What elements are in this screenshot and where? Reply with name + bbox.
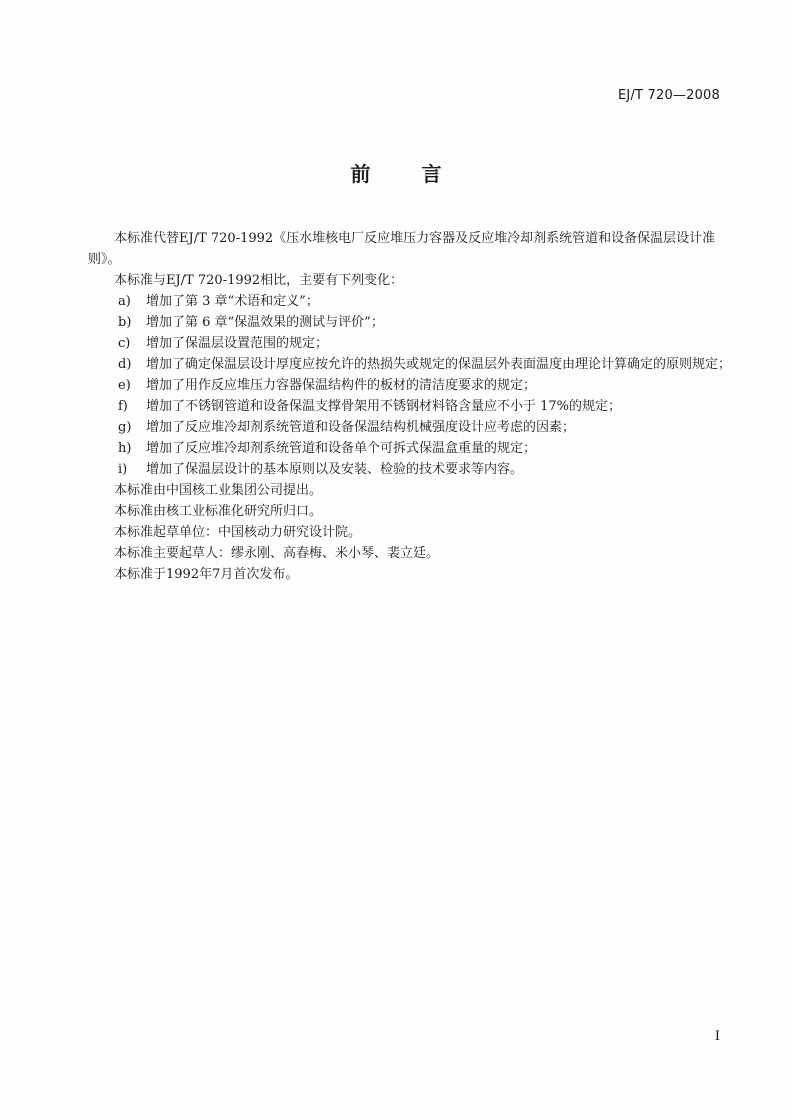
list-marker: g) <box>118 420 132 435</box>
foreword-paragraph-drafting-unit: 本标准起草单位：中国核动力研究设计院。 <box>114 525 362 540</box>
list-text: 增加了反应堆冷却剂系统管道和设备单个可拆式保温盒重量的规定； <box>146 441 537 456</box>
list-marker: f) <box>118 399 128 414</box>
list-marker: h) <box>118 441 132 456</box>
list-marker: a) <box>118 294 131 309</box>
list-item <box>88 375 738 396</box>
list-text: 增加了不锈钢管道和设备保温支撑骨架用不锈钢材料铬含量应不小于 17%的规定； <box>146 399 622 414</box>
page-title: 前 言 <box>350 162 464 186</box>
foreword-paragraph-changes-intro: 本标准与EJ/T 720-1992相比，主要有下列变化： <box>114 273 404 288</box>
foreword-paragraph-proposer: 本标准由中国核工业集团公司提出。 <box>114 483 323 498</box>
list-text: 增加了确定保温层设计厚度应按允许的热损失或规定的保温层外表面温度由理论计算确定的原则规定； <box>146 357 732 372</box>
list-text: 增加了用作反应堆压力容器保温结构件的板材的清洁度要求的规定； <box>146 378 537 393</box>
list-marker: c) <box>118 336 131 351</box>
list-item <box>88 417 738 438</box>
list-marker: e) <box>118 378 131 393</box>
list-text: 增加了保温层设计的基本原则以及安装、检验的技术要求等内容。 <box>146 462 524 477</box>
foreword-paragraph-administrator: 本标准由核工业标准化研究所归口。 <box>114 504 323 519</box>
list-marker: b) <box>118 315 132 330</box>
foreword-paragraph-drafters: 本标准主要起草人：缪永刚、高春梅、米小琴、裴立廷。 <box>114 546 440 561</box>
list-marker: i) <box>118 462 128 477</box>
page-number: I <box>714 1029 720 1044</box>
list-marker: d) <box>118 357 132 372</box>
list-item <box>88 312 738 333</box>
list-text: 增加了反应堆冷却剂系统管道和设备保温结构机械强度设计应考虑的因素； <box>146 420 576 435</box>
list-text: 增加了第 3 章“术语和定义”； <box>146 294 319 309</box>
document-code: EJ/T 720—2008 <box>618 88 720 103</box>
list-text: 增加了第 6 章“保温效果的测试与评价”； <box>146 315 384 330</box>
changes-list <box>88 291 738 480</box>
list-text: 增加了保温层设置范围的规定； <box>146 336 329 351</box>
list-item <box>88 438 738 459</box>
list-item <box>88 459 738 480</box>
list-item <box>88 291 738 312</box>
list-item <box>88 396 738 417</box>
list-item <box>88 333 738 354</box>
foreword-paragraph-first-release: 本标准于1992年7月首次发布。 <box>114 567 299 582</box>
foreword-content <box>88 228 738 585</box>
foreword-paragraph-replaces: 本标准代替EJ/T 720-1992《压水堆核电厂反应堆压力容器及反应堆冷却剂系统管道和设备保温层设计准则》。 <box>88 231 716 267</box>
list-item <box>88 354 738 375</box>
